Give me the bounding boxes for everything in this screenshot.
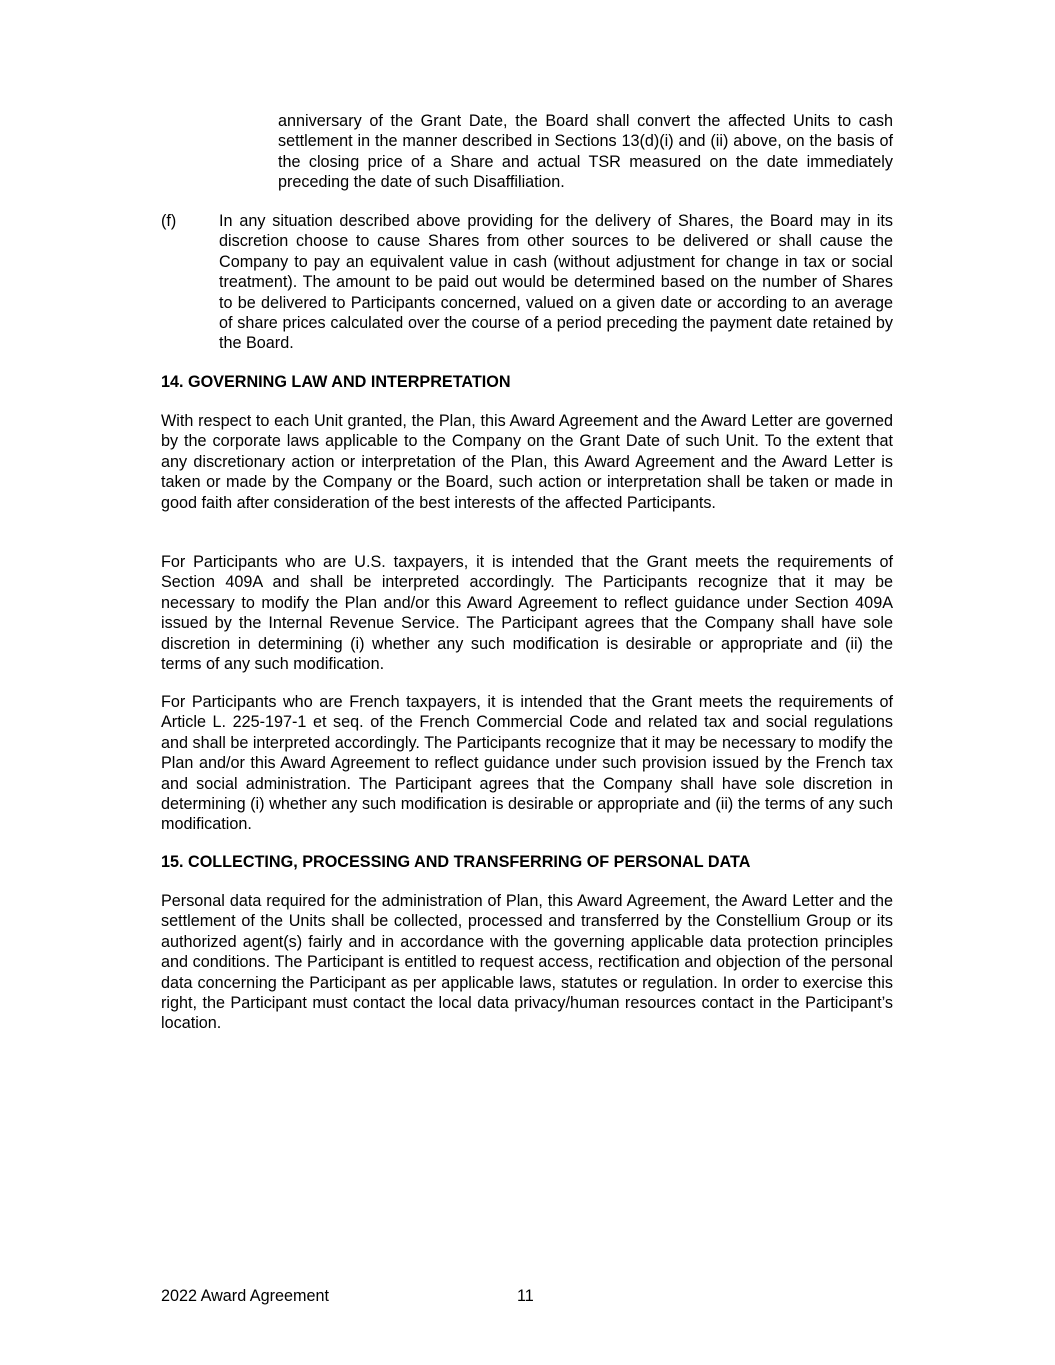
footer-title: 2022 Award Agreement — [161, 1287, 329, 1305]
footer-page-number: 11 — [517, 1287, 534, 1305]
section-14-paragraph-1: With respect to each Unit granted, the Plan, this Award Agreement and the Award Letter are governed by the corporate laws applicable to the Company on the Grant Date of such Unit. To the extent that any discretionary action or interpretation of the Plan, this Award Agreement and the Award Letter is taken or made by the Company or the Board, such action or interpretation shall be taken or made in good faith after consideration of the best interests of the affected Participants. — [161, 412, 893, 512]
continuation-paragraph: anniversary of the Grant Date, the Board shall convert the affected Units to cash settlement in the manner described in Sections 13(d)(i) and (ii) above, on the basis of the closing price of a Share and actual TSR measured on the date immediately preceding the date of such Disaffiliation. — [278, 112, 893, 192]
item-f-label: (f) — [161, 212, 177, 230]
section-15-heading: 15. COLLECTING, PROCESSING AND TRANSFERRING OF PERSONAL DATA — [161, 853, 751, 871]
section-14-paragraph-3: For Participants who are French taxpayers, it is intended that the Grant meets the requirements of Article L. 225-197-1 et seq. of the French Commercial Code and related tax and social regulations and shall be interpreted accordingly. The Participants recognize that it may be necessary to modify the Plan and/or this Award Agreement to reflect guidance under such provision issued by the French tax and social administration. The Participant agrees that the Company shall have sole discretion in determining (i) whether any such modification is desirable or appropriate and (ii) the terms of any such modification. — [161, 693, 893, 834]
section-15-paragraph-1: Personal data required for the administration of Plan, this Award Agreement, the Award Letter and the settlement of the Units shall be collected, processed and transferred by the Constellium Group or its authorized agent(s) fairly and in accordance with the governing applicable data protection principles and conditions. The Participant is entitled to request access, rectification and objection of the personal data concerning the Participant as per applicable laws, statutes or regulation. In order to exercise this right, the Participant must contact the local data privacy/human resources contact in the Participant’s location. — [161, 892, 893, 1033]
item-f-paragraph: In any situation described above providing for the delivery of Shares, the Board may in its discretion choose to cause Shares from other sources to be delivered or shall cause the Company to pay an equivalent value in cash (without adjustment for change in tax or social treatment). The amount to be paid out would be determined based on the number of Shares to be delivered to Participants concerned, valued on a given date or according to an average of share prices calculated over the course of a period preceding the payment date retained by the Board. — [219, 212, 893, 353]
section-14-paragraph-2: For Participants who are U.S. taxpayers, it is intended that the Grant meets the requirements of Section 409A and shall be interpreted accordingly. The Participants recognize that it may be necessary to modify the Plan and/or this Award Agreement to reflect guidance under Section 409A issued by the Internal Revenue Service. The Participant agrees that the Company shall have sole discretion in determining (i) whether any such modification is desirable or appropriate and (ii) the terms of any such modification. — [161, 553, 893, 674]
section-14-heading: 14. GOVERNING LAW AND INTERPRETATION — [161, 373, 511, 391]
